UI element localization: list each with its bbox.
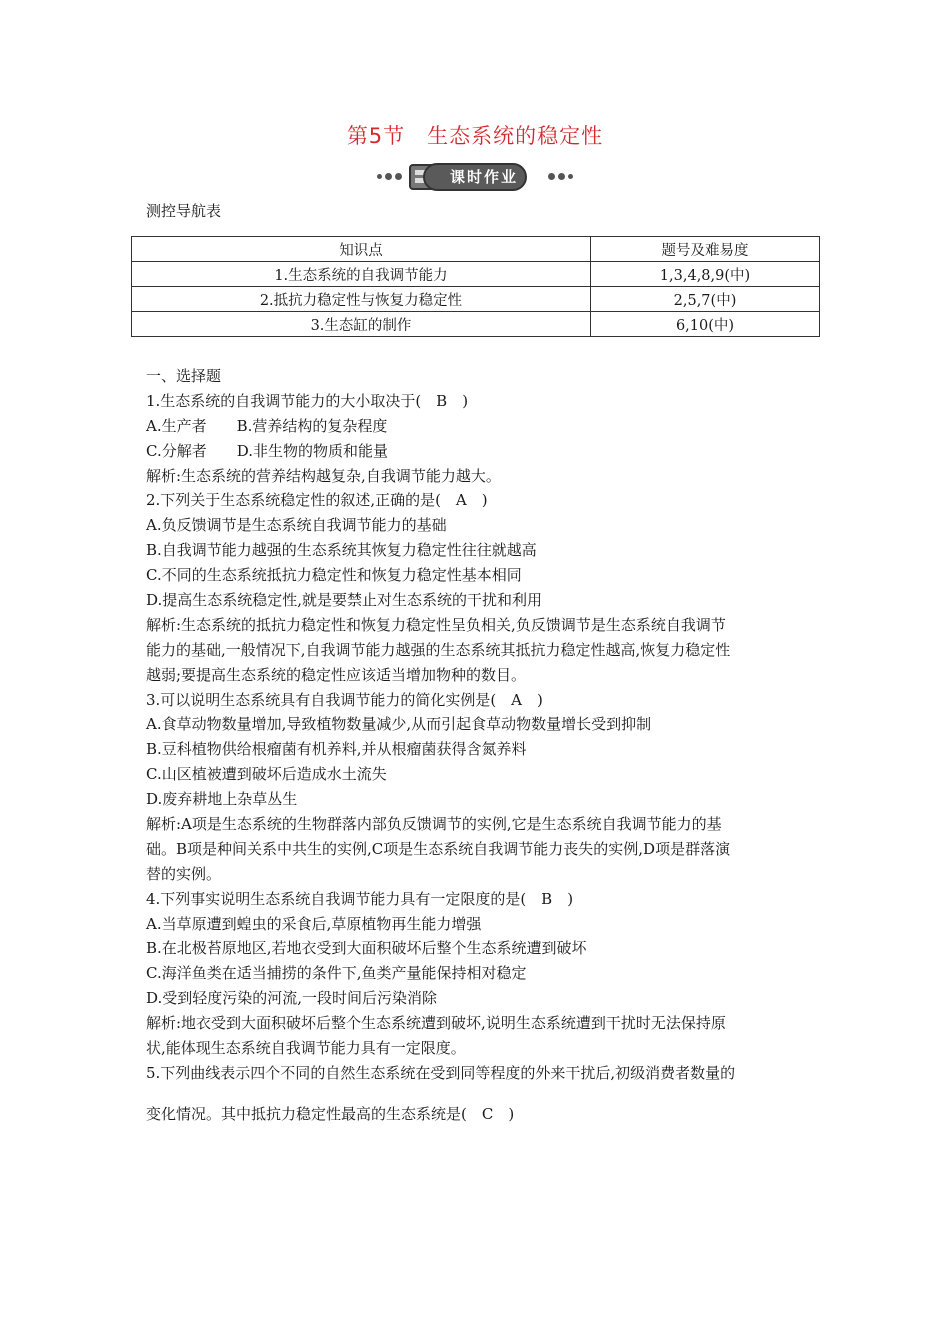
question-line: 3.可以说明生态系统具有自我调节能力的简化实例是( A ): [146, 690, 543, 709]
lesson-banner: [377, 161, 573, 195]
explanation-line: 越弱;要提高生态系统的稳定性应该适当增加物种的数目。: [146, 665, 527, 684]
explanation-line: 解析:地衣受到大面积破坏后整个生态系统遭到破坏,说明生态系统遭到干扰时无法保持原: [146, 1014, 726, 1033]
table-row: [132, 312, 820, 337]
banner-label: 课时作业: [423, 163, 527, 191]
question-line: 5.下列曲线表示四个不同的自然生态系统在受到同等程度的外来干扰后,初级消费者数量的: [146, 1063, 736, 1082]
option-line: D.受到轻度污染的河流,一段时间后污染消除: [146, 989, 438, 1008]
explanation-line: 解析:生态系统的抵抗力稳定性和恢复力稳定性呈负相关,负反馈调节是生态系统自我调节: [146, 615, 726, 634]
table-cell: 1,3,4,8,9(中): [591, 262, 820, 287]
nav-table-heading: 测控导航表: [146, 202, 222, 220]
option-line: B.自我调节能力越强的生态系统其恢复力稳定性往往就越高: [146, 541, 537, 560]
explanation-line: 替的实例。: [146, 864, 222, 883]
table-row: [132, 262, 820, 287]
option-line: A.负反馈调节是生态系统自我调节能力的基础: [146, 516, 447, 535]
explanation-line: 能力的基础,一般情况下,自我调节能力越强的生态系统其抵抗力稳定性越高,恢复力稳定性: [146, 640, 731, 659]
question-line: 变化情况。其中抵抗力稳定性最高的生态系统是( C ): [146, 1104, 515, 1123]
option-line: D.废弃耕地上杂草丛生: [146, 790, 298, 809]
option-line: C.山区植被遭到破坏后造成水土流失: [146, 765, 387, 784]
page-title: 第5节 生态系统的稳定性: [346, 124, 604, 148]
table-cell: 2.抵抗力稳定性与恢复力稳定性: [132, 287, 591, 312]
question-line: 1.生态系统的自我调节能力的大小取决于( B ): [146, 391, 469, 410]
banner-dots-left: [377, 173, 402, 180]
banner-dots-right: [548, 173, 573, 180]
navigation-table: [131, 236, 820, 337]
explanation-line: 解析:A项是生态系统的生物群落内部负反馈调节的实例,它是生态系统自我调节能力的基: [146, 815, 722, 834]
explanation-line: 础。B项是种间关系中共生的实例,C项是生态系统自我调节能力丧失的实例,D项是群落演: [146, 839, 731, 858]
option-line: B.豆科植物供给根瘤菌有机养料,并从根瘤菌获得含氮养料: [146, 740, 527, 759]
option-line: B.在北极苔原地区,若地衣受到大面积破坏后整个生态系统遭到破坏: [146, 939, 587, 958]
explanation-line: 解析:生态系统的营养结构越复杂,自我调节能力越大。: [146, 466, 501, 485]
explanation-line: 状,能体现生态系统自我调节能力具有一定限度。: [146, 1039, 466, 1058]
table-row: [132, 287, 820, 312]
table-cell: 3.生态缸的制作: [132, 312, 591, 337]
table-cell: 2,5,7(中): [591, 287, 820, 312]
table-cell: 6,10(中): [591, 312, 820, 337]
option-line: C.海洋鱼类在适当捕捞的条件下,鱼类产量能保持相对稳定: [146, 964, 527, 983]
option-line: C.分解者 D.非生物的物质和能量: [146, 441, 388, 460]
question-body: [146, 364, 811, 1127]
option-line: C.不同的生态系统抵抗力稳定性和恢复力稳定性基本相同: [146, 566, 522, 585]
header-knowledge-point: 知识点: [132, 237, 591, 262]
option-line: A.生产者 B.营养结构的复杂程度: [146, 416, 388, 435]
option-line: A.食草动物数量增加,导致植物数量减少,从而引起食草动物数量增长受到抑制: [146, 715, 652, 734]
question-line: 4.下列事实说明生态系统自我调节能力具有一定限度的是( B ): [146, 889, 574, 908]
option-line: D.提高生态系统稳定性,就是要禁止对生态系统的干扰和利用: [146, 591, 543, 610]
table-header-row: [132, 237, 820, 262]
section-heading: 一、选择题: [146, 367, 222, 385]
question-line: 2.下列关于生态系统稳定性的叙述,正确的是( A ): [146, 491, 488, 510]
header-question-numbers: 题号及难易度: [591, 237, 820, 262]
option-line: A.当草原遭到蝗虫的采食后,草原植物再生能力增强: [146, 914, 482, 933]
table-cell: 1.生态系统的自我调节能力: [132, 262, 591, 287]
